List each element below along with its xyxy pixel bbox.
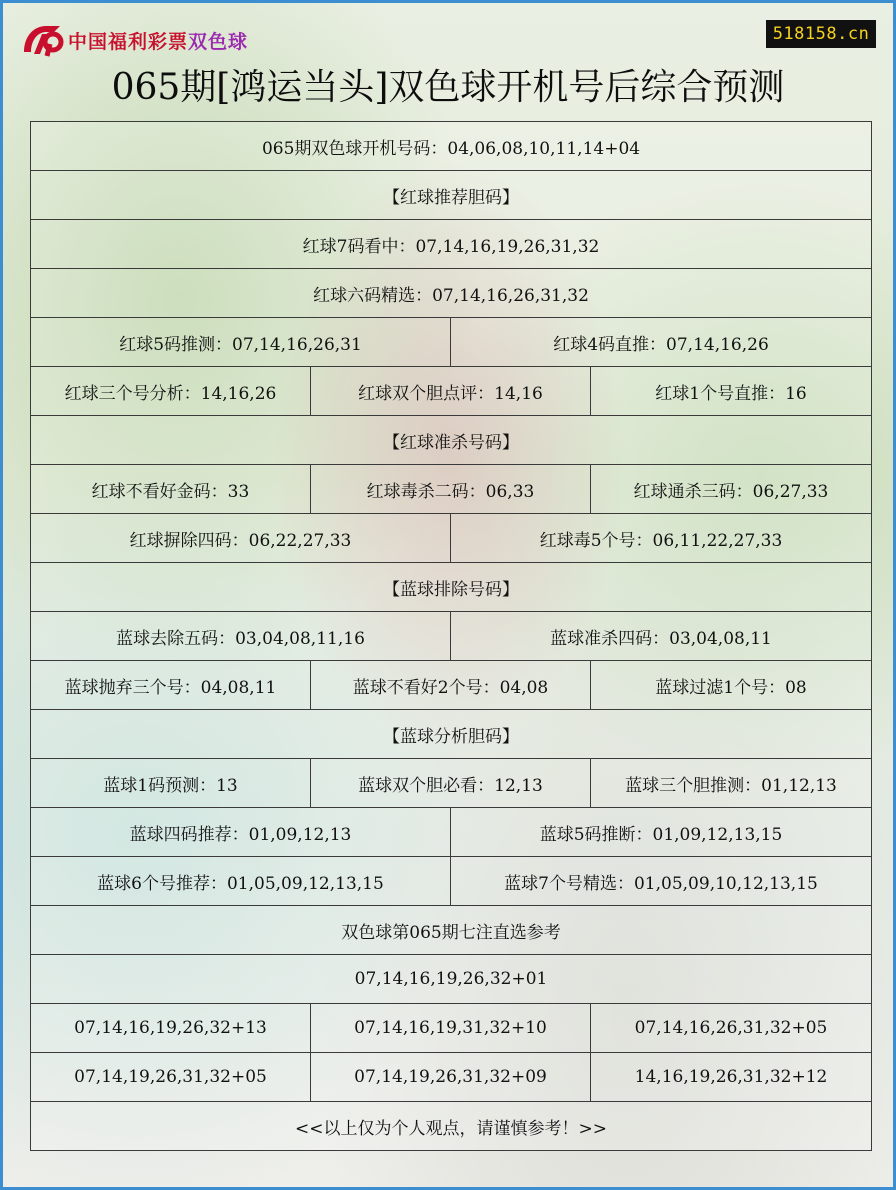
table-row xyxy=(31,612,872,661)
prediction-table xyxy=(30,121,872,1151)
table-cell: 蓝球6个号推荐：01,05,09,12,13,15 xyxy=(31,857,451,906)
disclaimer-cell: <<以上仅为个人观点，请谨慎参考！>> xyxy=(31,1102,872,1151)
page-title: 065期[鸿运当头]双色球开机号后综合预测 xyxy=(111,67,785,108)
table-cell: 蓝球7个号精选：01,05,09,10,12,13,15 xyxy=(451,857,872,906)
table-row xyxy=(31,514,872,563)
section-heading-seven-bets: 双色球第065期七注直选参考 xyxy=(31,906,872,955)
table-row xyxy=(31,661,872,710)
table-cell: 蓝球过滤1个号：08 xyxy=(591,661,872,710)
table-row xyxy=(31,416,872,465)
table-cell: 07,14,19,26,31,32+09 xyxy=(311,1053,591,1102)
table-cell: 蓝球四码推荐：01,09,12,13 xyxy=(31,808,451,857)
table-row xyxy=(31,122,872,171)
table-row xyxy=(31,759,872,808)
table-row xyxy=(31,857,872,906)
table-cell: 07,14,16,19,26,32+13 xyxy=(31,1004,311,1053)
table-cell: 红球不看好金码：33 xyxy=(31,465,311,514)
table-cell: 红球六码精选：07,14,16,26,31,32 xyxy=(31,269,872,318)
table-cell: 蓝球去除五码：03,04,08,11,16 xyxy=(31,612,451,661)
table-cell: 红球通杀三码：06,27,33 xyxy=(591,465,872,514)
table-row xyxy=(31,367,872,416)
table-cell: 红球毒杀二码：06,33 xyxy=(311,465,591,514)
table-cell: 07,14,16,19,26,32+01 xyxy=(31,955,872,1004)
table-cell: 红球4码直推：07,14,16,26 xyxy=(451,318,872,367)
logo-text xyxy=(68,27,248,54)
opening-numbers-cell: 065期双色球开机号码：04,06,08,10,11,14+04 xyxy=(31,122,872,171)
table-row xyxy=(31,955,872,1004)
section-heading-blue-exclude: 【蓝球排除号码】 xyxy=(31,563,872,612)
table-row xyxy=(31,171,872,220)
table-cell: 红球摒除四码：06,22,27,33 xyxy=(31,514,451,563)
table-cell: 蓝球5码推断：01,09,12,13,15 xyxy=(451,808,872,857)
table-row xyxy=(31,808,872,857)
table-cell: 蓝球不看好2个号：04,08 xyxy=(311,661,591,710)
table-row xyxy=(31,906,872,955)
table-row xyxy=(31,1102,872,1151)
table-cell: 蓝球1码预测：13 xyxy=(31,759,311,808)
site-domain-badge[interactable]: 518158.cn xyxy=(766,20,876,48)
table-cell: 蓝球抛弃三个号：04,08,11 xyxy=(31,661,311,710)
table-cell: 14,16,19,26,31,32+12 xyxy=(591,1053,872,1102)
table-cell: 红球7码看中：07,14,16,19,26,31,32 xyxy=(31,220,872,269)
table-cell: 红球毒5个号：06,11,22,27,33 xyxy=(451,514,872,563)
table-row xyxy=(31,563,872,612)
table-row xyxy=(31,269,872,318)
table-cell: 蓝球准杀四码：03,04,08,11 xyxy=(451,612,872,661)
logo-text-purple: 双色球 xyxy=(188,30,249,53)
logo-text-red: 中国福利彩票 xyxy=(68,30,189,53)
section-heading-blue-picks: 【蓝球分析胆码】 xyxy=(31,710,872,759)
table-cell: 蓝球三个胆推测：01,12,13 xyxy=(591,759,872,808)
welfare-lottery-logo-icon xyxy=(20,22,64,58)
lottery-logo[interactable] xyxy=(20,22,248,58)
table-row xyxy=(31,1053,872,1102)
table-cell: 07,14,16,19,31,32+10 xyxy=(311,1004,591,1053)
table-cell: 蓝球双个胆必看：12,13 xyxy=(311,759,591,808)
table-row xyxy=(31,220,872,269)
table-row xyxy=(31,1004,872,1053)
table-cell: 红球5码推测：07,14,16,26,31 xyxy=(31,318,451,367)
section-heading-red-picks: 【红球推荐胆码】 xyxy=(31,171,872,220)
table-cell: 07,14,19,26,31,32+05 xyxy=(31,1053,311,1102)
table-cell: 红球双个胆点评：14,16 xyxy=(311,367,591,416)
table-cell: 07,14,16,26,31,32+05 xyxy=(591,1004,872,1053)
table-row xyxy=(31,465,872,514)
section-heading-red-kill: 【红球准杀号码】 xyxy=(31,416,872,465)
table-row xyxy=(31,318,872,367)
table-row xyxy=(31,710,872,759)
table-cell: 红球1个号直推：16 xyxy=(591,367,872,416)
table-cell: 红球三个号分析：14,16,26 xyxy=(31,367,311,416)
